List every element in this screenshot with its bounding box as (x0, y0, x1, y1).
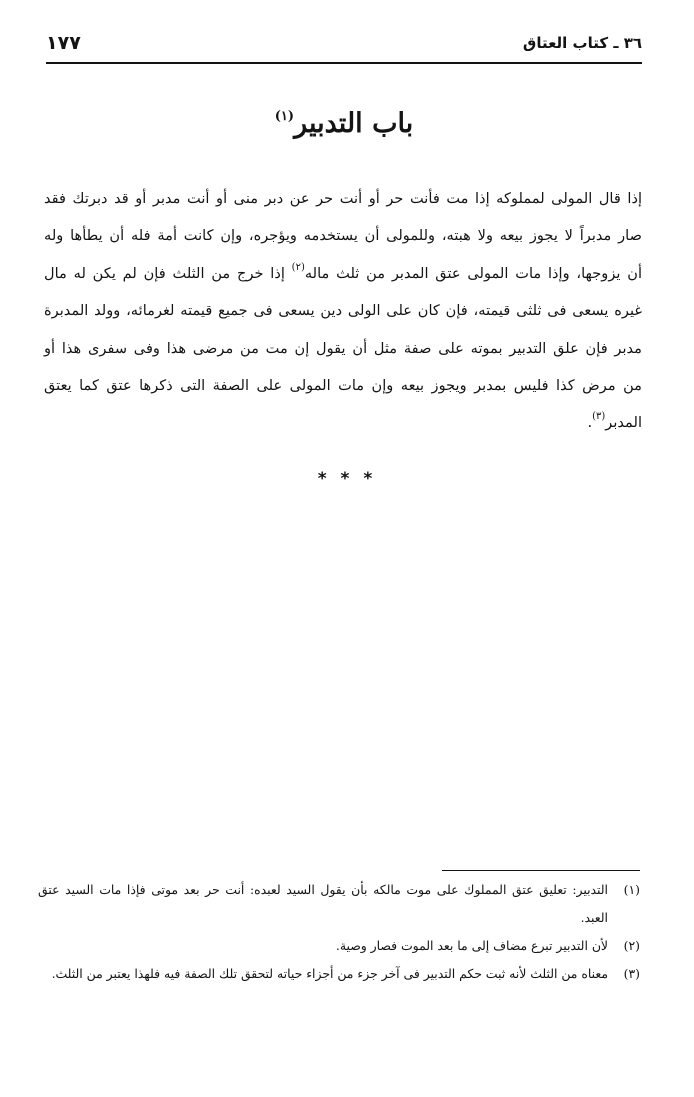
body-text-part-1: إذا قال المولى لمملوكه إذا مت فأنت حر أو أنت حر عن دبر منى أو أنت مدبر أو قد دبرتك فقد صار مدبراً لا يجوز بيعه ولا هبته، وللمولى أن يستخدمه ويؤجره، وإن كانت أمة فله أن يطأها وله أن يزوجها، وإذا مات المولى عتق المدبر من ثلث ماله (44, 190, 642, 282)
footnote-text: معناه من الثلث لأنه ثبت حكم التدبير فى آخر جزء من أجزاء حياته لتحقق تلك الصفة فيه فلهذا يعتبر من الثلث. (51, 966, 608, 981)
page-header (46, 26, 642, 64)
footnote-1 (38, 876, 640, 932)
header-rule (46, 62, 642, 64)
body-text-part-2: إذا خرج من الثلث فإن لم يكن له مال غيره يسعى فى ثلثى قيمته، فإن كان على الولى دين يسعى فى جميع قيمته لغرمائه، وولد المدبرة مدبر فإن علق التدبير بموته على صفة مثل أن يقول إن مت من مرضى هذا وفى سفرى هذا أو من مرض كذا فليس بمدبر ويجوز بيعه وإن مات المولى على الصفة التى ذكرها عتق كما يعتق المدبر (44, 264, 642, 432)
section-separator: * * * (317, 469, 377, 489)
footnote-ref-2: (٢) (291, 261, 305, 273)
footnote-number: (١) (623, 882, 640, 897)
running-title: ٣٦ ـ كتاب العتاق (522, 34, 642, 52)
chapter-title-text: باب التدبير (294, 108, 414, 139)
footnote-number: (٣) (623, 966, 640, 981)
footnote-ref-1: (١) (274, 109, 295, 124)
body-text-end: . (587, 414, 593, 432)
footnote-3 (38, 960, 640, 988)
footnote-text: لأن التدبير تبرع مضاف إلى ما بعد الموت فصار وصية. (335, 938, 608, 953)
footnote-number: (٢) (623, 938, 640, 953)
footnotes (38, 876, 640, 988)
footnote-ref-3: (٣) (592, 411, 606, 423)
footnote-2 (38, 932, 640, 960)
body-paragraph (44, 180, 642, 442)
footnote-rule (442, 870, 640, 871)
chapter-title (46, 108, 642, 139)
page-number: ١٧٧ (46, 32, 81, 54)
footnote-text: التدبير: تعليق عتق المملوك على موت مالكه بأن يقول السيد لعبده: أنت حر بعد موتى فإذا مات السيد عتق العبد. (38, 882, 608, 925)
